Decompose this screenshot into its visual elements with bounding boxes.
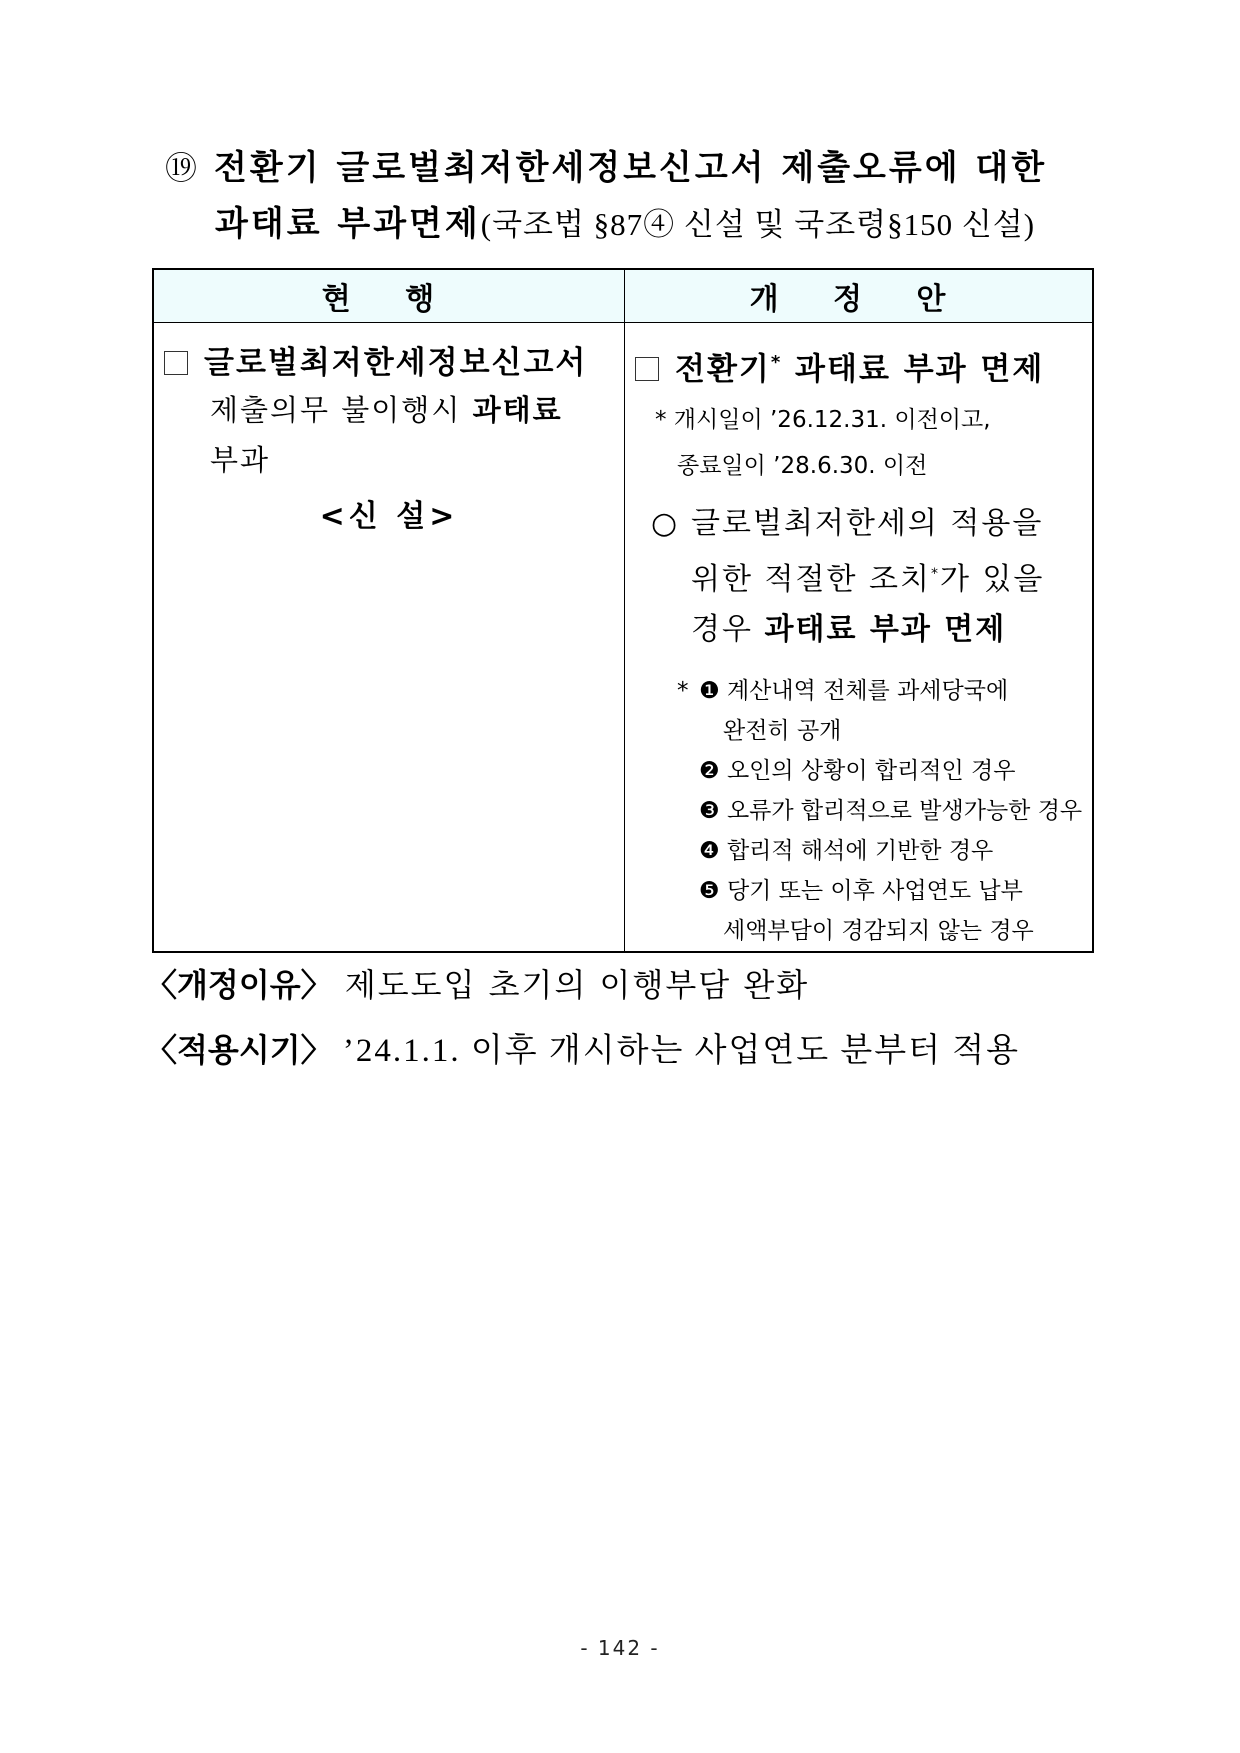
condition-continuation: 세액부담이 경감되지 않는 경우 [723, 918, 1034, 945]
condition-text: 오류가 합리적으로 발생가능한 경우 [726, 798, 1083, 825]
new-provision-tag: <신 설> [319, 499, 459, 534]
conditions-list [677, 671, 1092, 951]
para-line-3-plain: 경우 [691, 612, 765, 648]
title-line1: 전환기 글로벌최저한세정보신고서 제출오류에 대한 [214, 148, 1048, 188]
section-title [165, 140, 1085, 253]
footnote-marker: * [930, 566, 940, 583]
para-line-3 [651, 605, 1092, 655]
checkbox-square-icon [164, 351, 188, 375]
current-body-text: 제출의무 불이행시 [210, 393, 473, 427]
para-line-2 [651, 549, 1092, 605]
note-line-1: * 개시일이 ’26.12.31. 이전이고, [655, 407, 991, 434]
table-body-row [153, 323, 1093, 953]
footnote-marker: * [677, 678, 689, 705]
current-body [210, 385, 624, 485]
condition-text: 계산내역 전체를 과세당국에 [726, 678, 1009, 705]
number-3-icon: ❸ [699, 798, 720, 825]
current-heading [164, 341, 624, 385]
para-line-2-post: 가 있을 [939, 562, 1045, 598]
para-line-2-pre: 위한 적절한 조치 [691, 562, 931, 598]
exemption-paragraph [651, 499, 1092, 655]
circle-bullet-icon: ○ [651, 506, 680, 542]
condition-item [677, 831, 1092, 871]
page-number: - 142 - [580, 1636, 660, 1660]
note-line-2: 종료일이 ’28.6.30. 이전 [677, 453, 928, 480]
current-body-bold: 과태료 [472, 393, 563, 427]
effective-label: 〈적용시기〉 [145, 1031, 333, 1069]
condition-text: 당기 또는 이후 사업연도 납부 [726, 878, 1023, 905]
comparison-table [152, 268, 1094, 953]
footnote-marker: * [770, 352, 783, 373]
header-current: 현 행 [153, 269, 625, 323]
reason-label: 〈개정이유〉 [145, 966, 333, 1004]
condition-item [677, 751, 1092, 791]
effective-date [145, 1024, 1020, 1071]
current-body-tail: 부과 [210, 443, 271, 477]
reason-text: 제도도입 초기의 이행부담 완화 [332, 966, 810, 1004]
title-line2: 과태료 부과면제 [215, 204, 481, 244]
proposed-heading-text: 전환기 [675, 351, 771, 388]
current-heading-text: 글로벌최저한세정보신고서 [204, 345, 588, 381]
condition-item [677, 871, 1092, 911]
para-line-1: 글로벌최저한세의 적용을 [691, 506, 1044, 542]
effective-text: ’24.1.1. 이후 개시하는 사업연도 분부터 적용 [332, 1033, 1021, 1069]
para-line-3-bold: 과태료 부과 면제 [764, 612, 1007, 648]
current-column [153, 323, 625, 953]
header-proposed: 개 정 안 [625, 269, 1094, 323]
table-header-row [153, 269, 1093, 323]
condition-item [677, 791, 1092, 831]
number-1-icon: ❶ [699, 678, 720, 705]
checkbox-square-icon [635, 357, 659, 381]
number-4-icon: ❹ [699, 838, 720, 865]
condition-continuation: 완전히 공개 [723, 718, 842, 745]
amendment-reason [145, 960, 809, 1006]
number-2-icon: ❷ [699, 758, 720, 785]
number-5-icon: ❺ [699, 878, 720, 905]
proposed-heading-rest: 과태료 부과 면제 [782, 351, 1045, 388]
section-number: ⑲ [165, 149, 201, 187]
proposed-heading [635, 341, 1092, 391]
condition-item [677, 671, 1092, 711]
condition-text: 오인의 상황이 합리적인 경우 [726, 758, 1016, 785]
title-legal-reference: (국조법 §87④ 신설 및 국조령§150 신설) [480, 207, 1036, 242]
proposed-column [625, 323, 1094, 953]
transition-period-note [655, 397, 1092, 489]
condition-text: 합리적 해석에 기반한 경우 [726, 838, 994, 865]
